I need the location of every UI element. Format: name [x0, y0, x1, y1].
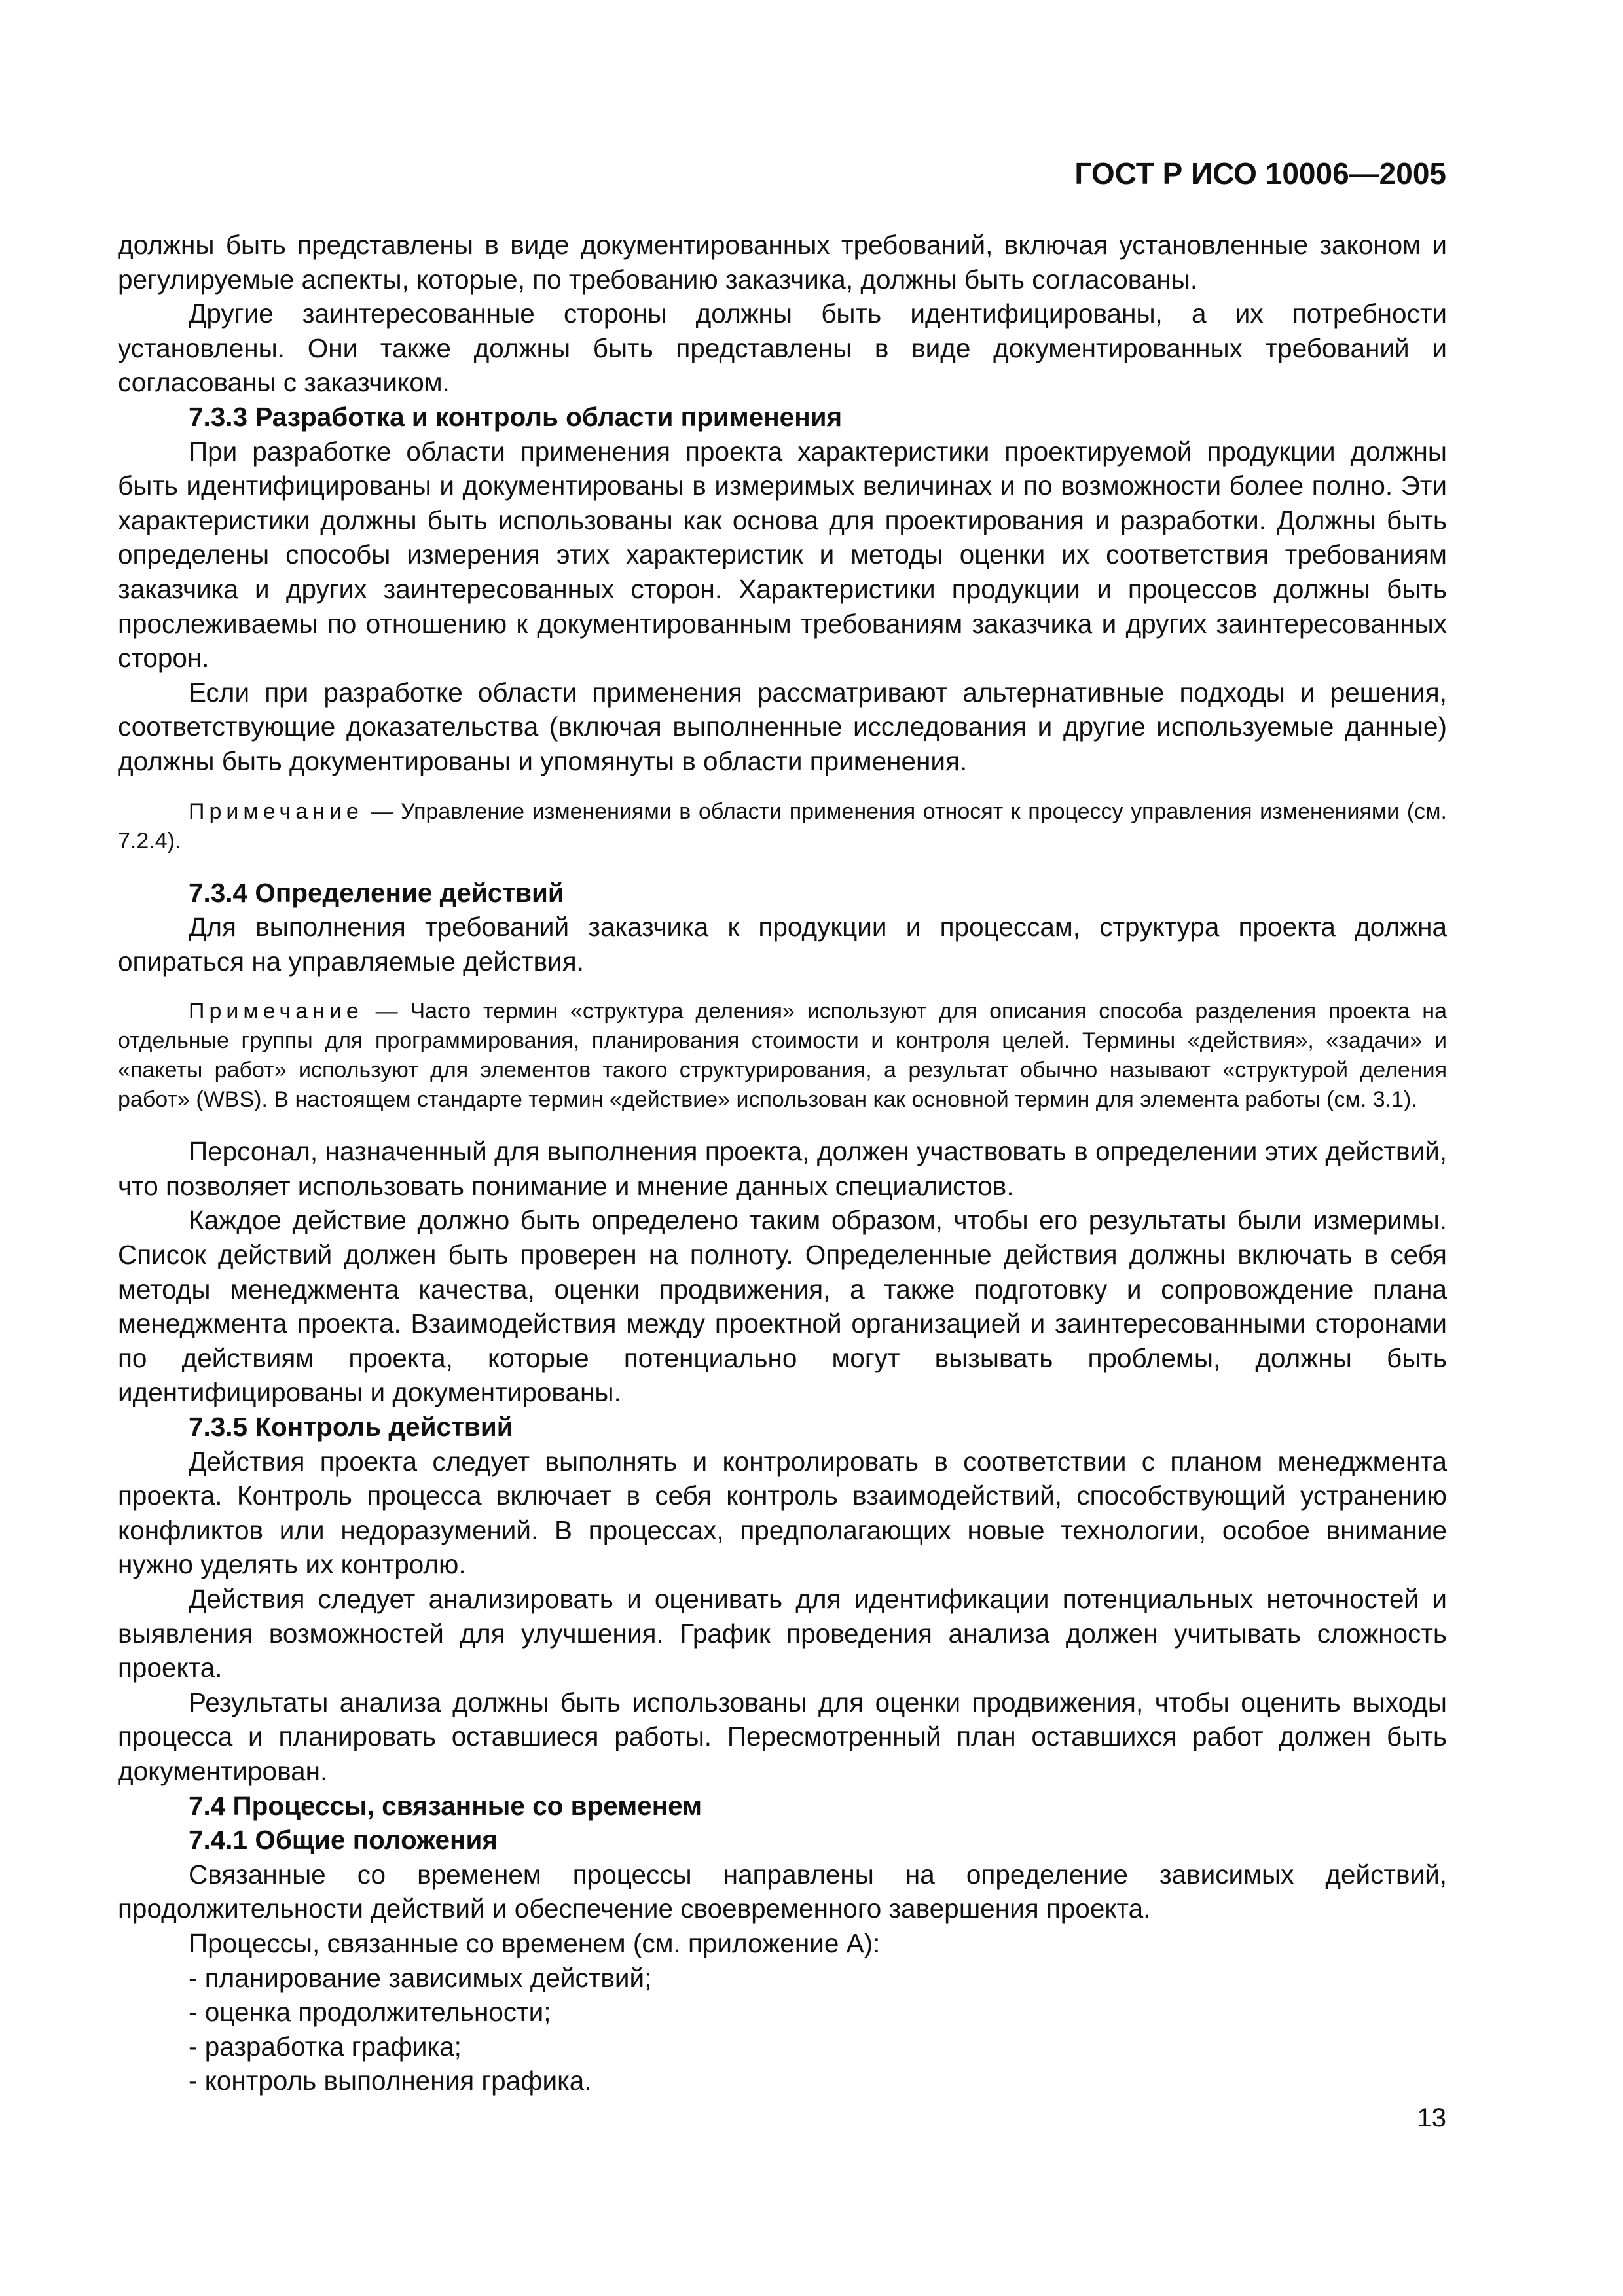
- list-item: - оценка продолжительности;: [189, 1997, 551, 2028]
- list-item: - планирование зависимых действий;: [189, 1962, 652, 1993]
- list-item: - разработка графика;: [189, 2031, 462, 2062]
- paragraph: Действия проекта следует выполнять и контролировать в соответствии с планом менеджмента проекта. Контроль процесса включает в себя контроль взаимодействий, способствующий устранению конфликтов или недоразумений. В процессах, предполагающих новые технологии, особое внимание нужно уделять их контролю.: [118, 1446, 1447, 1580]
- section-heading-7-3-4: 7.3.4 Определение действий: [189, 877, 564, 908]
- note-label: Примечание: [189, 798, 363, 824]
- note-text: — Управление изменениями в области применения относят к процессу управления изменениями (см. 7.2.4).: [118, 798, 1447, 853]
- list-item: - контроль выполнения графика.: [189, 2066, 592, 2096]
- note-text: — Часто термин «структура деления» используют для описания способа разделения проекта на отдельные группы для программирования, планирования стоимости и контроля целей. Термины «действия», «задачи» и «пакеты работ» используют для элементов такого структурирования, а результат обычно называют «структурой деления работ» (WBS). В настоящем стандарте термин «действие» использован как основной термин для элемента работы (см. 3.1).: [118, 999, 1447, 1113]
- paragraph: должны быть представлены в виде документированных требований, включая установленные законом и регулируемые аспекты, которые, по требованию заказчика, должны быть согласованы.: [118, 230, 1447, 295]
- section-heading-7-4-1: 7.4.1 Общие положения: [189, 1825, 498, 1856]
- paragraph: Процессы, связанные со временем (см. приложение А):: [189, 1928, 881, 1958]
- section-heading-7-4: 7.4 Процессы, связанные со временем: [189, 1790, 702, 1821]
- process-list: [118, 1961, 1447, 2098]
- note-label: Примечание: [189, 999, 363, 1024]
- note: [118, 797, 1447, 856]
- section-heading-7-3-3: 7.3.3 Разработка и контроль области применения: [189, 401, 843, 432]
- paragraph: Действия следует анализировать и оценивать для идентификации потенциальных неточностей и выявления возможностей для улучшения. График проведения анализа должен учитывать сложность проекта.: [118, 1584, 1447, 1683]
- paragraph: Другие заинтересованные стороны должны быть идентифицированы, а их потребности установлены. Они также должны быть представлены в виде документированных требований и согласованы с заказчиком.: [118, 298, 1447, 398]
- paragraph: Если при разработке области применения рассматривают альтернативные подходы и решения, соответствующие доказательства (включая выполненные исследования и другие используемые данные) должны быть документированы и упомянуты в области применения.: [118, 677, 1447, 776]
- document-body: [118, 228, 1447, 2098]
- paragraph: Каждое действие должно быть определено таким образом, чтобы его результаты были измеримы. Список действий должен быть проверен на полноту. Определенные действия должны включать в себя методы менеджмента качества, оценки продвижения, а также подготовку и сопровождение плана менеджмента проекта. Взаимодействия между проектной организацией и заинтересованными сторонами по действиям проекта, которые потенциально могут вызывать проблемы, должны быть идентифицированы и документированы.: [118, 1205, 1447, 1408]
- document-code-header: ГОСТ Р ИСО 10006—2005: [1074, 156, 1446, 190]
- note: [118, 997, 1447, 1115]
- page-number: 13: [1417, 2104, 1446, 2132]
- paragraph: Результаты анализа должны быть использованы для оценки продвижения, чтобы оценить выходы процесса и планировать оставшиеся работы. Пересмотренный план оставшихся работ должен быть документирован.: [118, 1687, 1447, 1786]
- paragraph: Для выполнения требований заказчика к продукции и процессам, структура проекта должна опираться на управляемые действия.: [118, 912, 1447, 977]
- paragraph: При разработке области применения проекта характеристики проектируемой продукции должны быть идентифицированы и документированы в измеримых величинах и по возможности более полно. Эти характеристики должны быть использованы как основа для проектирования и разработки. Должны быть определены способы измерения этих характеристик и методы оценки их соответствия требованиям заказчика и других заинтересованных сторон. Характеристики продукции и процессов должны быть прослеживаемы по отношению к документированным требованиям заказчика и других заинтересованных сторон.: [118, 436, 1447, 673]
- paragraph: Персонал, назначенный для выполнения проекта, должен участвовать в определении этих действий, что позволяет использовать понимание и мнение данных специалистов.: [118, 1136, 1447, 1201]
- paragraph: Связанные со временем процессы направлены на определение зависимых действий, продолжительности действий и обеспечение своевременного завершения проекта.: [118, 1859, 1447, 1924]
- section-heading-7-3-5: 7.3.5 Контроль действий: [189, 1412, 513, 1443]
